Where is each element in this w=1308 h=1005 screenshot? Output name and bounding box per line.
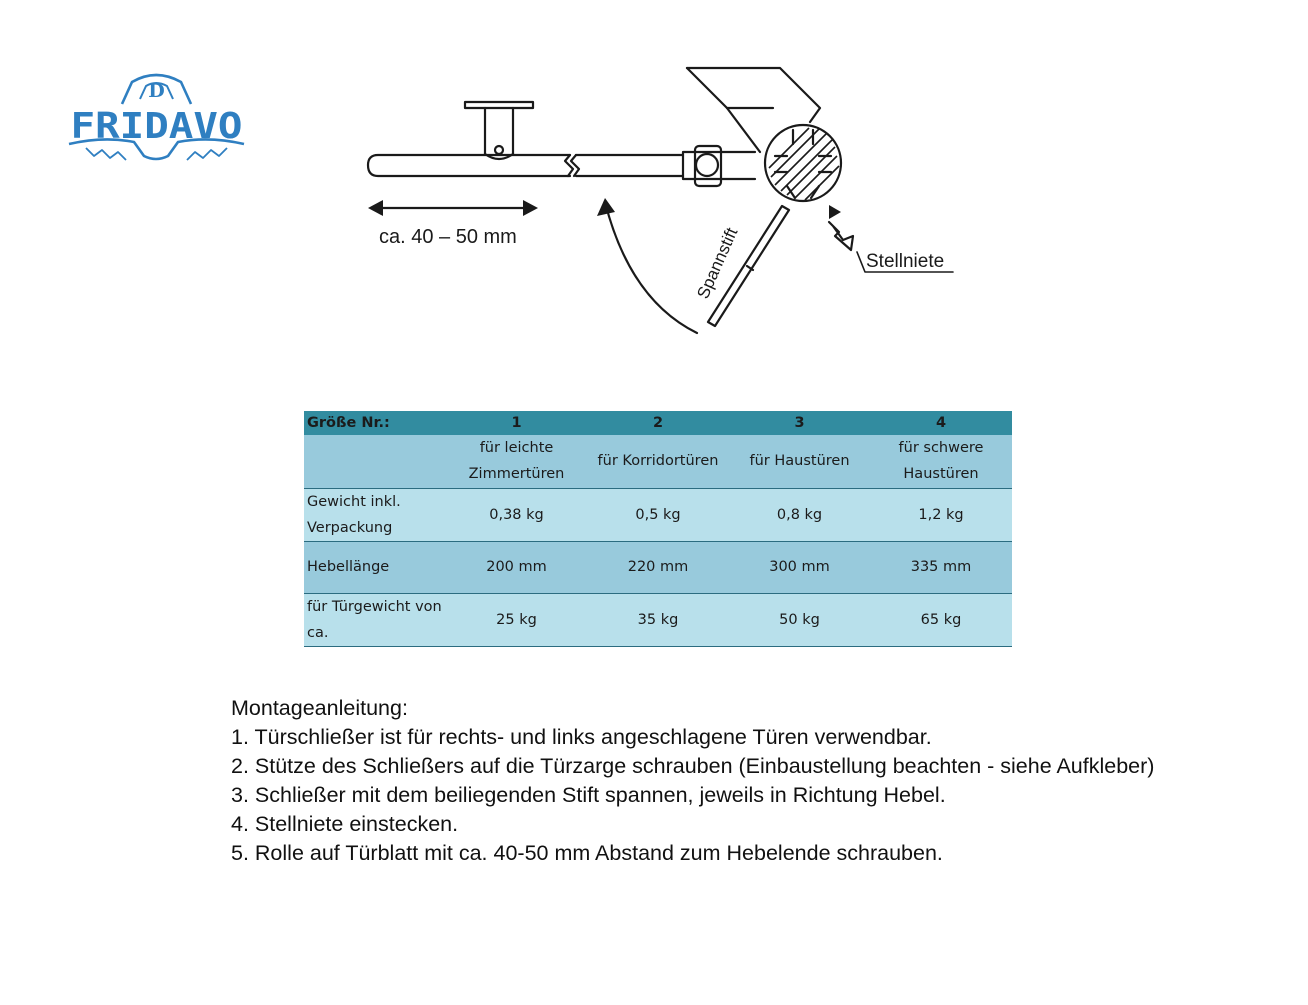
logo-monogram: D: [148, 80, 165, 102]
rivet-label: Stellniete: [866, 251, 945, 272]
table-cell: 0,8 kg: [776, 506, 823, 523]
instruction-step: 5. Rolle auf Türblatt mit ca. 40-50 mm Abstand zum Hebelende schrauben.: [231, 841, 943, 865]
size-header-3: 3: [794, 415, 805, 431]
size-header-label: Größe Nr.:: [307, 415, 390, 431]
table-cell: 335 mm: [910, 559, 972, 575]
table-cell: 0,5 kg: [635, 506, 681, 523]
fridavo-logo: [64, 66, 249, 170]
instruction-step: 1. Türschließer ist für rechts- und links angeschlagene Türen verwendbar.: [231, 725, 932, 749]
description-cell: für Haustüren: [749, 453, 850, 470]
table-header-row: [304, 411, 1012, 435]
description-cell: für leichte Zimmertüren: [468, 440, 565, 483]
table-description-row: [304, 435, 1012, 488]
table-cell: 50 kg: [779, 611, 820, 628]
description-cell: für schwere Haustüren: [898, 440, 984, 483]
row-label: für Türgewicht von ca.: [307, 598, 442, 641]
door-closer-diagram: [335, 60, 975, 360]
table-cell: 35 kg: [637, 611, 679, 628]
instructions-title: Montageanleitung:: [231, 696, 408, 720]
table-cell: 200 mm: [486, 559, 547, 575]
table-cell: 220 mm: [627, 559, 689, 575]
instruction-step: 2. Stütze des Schließers auf die Türzarge schrauben (Einbaustellung beachten - siehe Aufkleber): [231, 754, 1155, 778]
logo-wordmark: FRIDAVO: [70, 106, 243, 147]
size-spec-table: [304, 411, 1012, 647]
table-cell: 0,38 kg: [489, 506, 544, 523]
mounting-instructions: [231, 694, 1231, 868]
dimension-label: ca. 40 – 50 mm: [379, 226, 517, 248]
size-header-2: 2: [652, 415, 664, 431]
table-row-door-weight: [304, 593, 1012, 646]
description-cell: für Korridortüren: [597, 453, 719, 470]
table-row-lever-length: [304, 541, 1012, 593]
row-label: Gewicht inkl. Verpackung: [307, 493, 401, 536]
table-cell: 65 kg: [920, 611, 962, 628]
instruction-step: 4. Stellniete einstecken.: [231, 812, 459, 836]
description-empty-cell: [304, 435, 446, 488]
size-header-4: 4: [935, 415, 947, 431]
table-cell: 1,2 kg: [918, 506, 964, 523]
table-cell: 25 kg: [496, 611, 537, 628]
pin-label: Spannstift: [693, 224, 742, 302]
row-label: Hebellänge: [307, 559, 390, 575]
size-header-1: 1: [511, 415, 522, 431]
instruction-step: 3. Schließer mit dem beiliegenden Stift spannen, jeweils in Richtung Hebel.: [231, 783, 946, 807]
table-row-weight: [304, 488, 1012, 541]
table-cell: 300 mm: [769, 559, 830, 575]
